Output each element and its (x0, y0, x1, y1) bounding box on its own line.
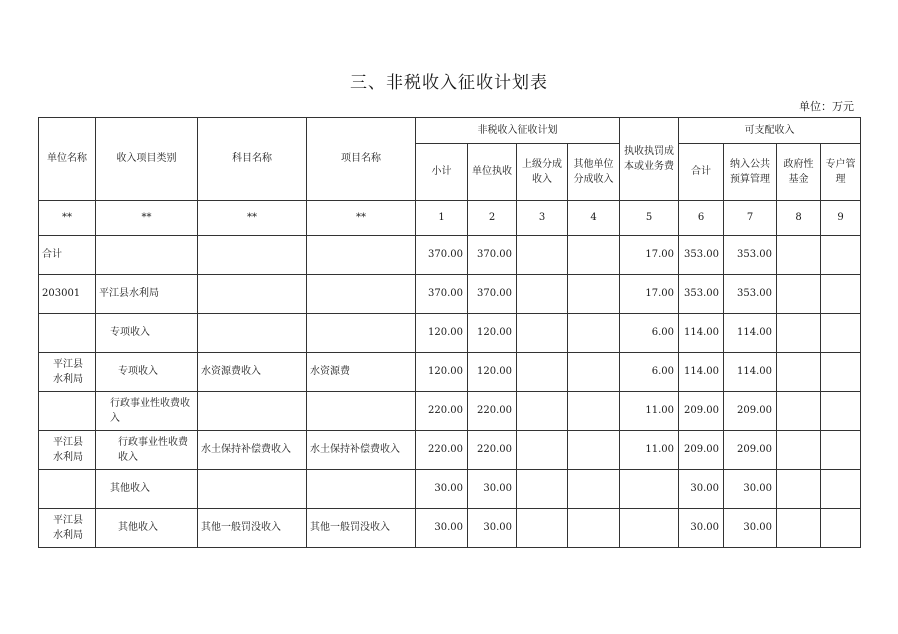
cell-subject: 水土保持补偿费收入 (198, 431, 307, 470)
cell-other-share (568, 392, 620, 431)
cell-gov-fund (777, 431, 821, 470)
header-unit-name: 单位名称 (39, 118, 96, 201)
header-income-category: 收入项目类别 (96, 118, 198, 201)
column-number: 6 (679, 201, 724, 236)
cell-special-mgmt (821, 275, 861, 314)
column-number: 8 (777, 201, 821, 236)
cell-other-share (568, 236, 620, 275)
cell-special-mgmt (821, 509, 861, 548)
cell-total: 114.00 (679, 353, 724, 392)
table-row (39, 314, 861, 353)
cell-category: 其他收入 (96, 470, 198, 509)
cell-unit: 平江县水利局 (39, 353, 96, 392)
cell-subtotal: 30.00 (416, 470, 468, 509)
cell-category: 平江县水利局 (96, 275, 198, 314)
column-number: 3 (517, 201, 568, 236)
cell-unit-collect: 30.00 (468, 509, 517, 548)
cell-unit-collect: 370.00 (468, 275, 517, 314)
cell-item (307, 275, 416, 314)
cell-subtotal: 30.00 (416, 509, 468, 548)
cell-category: 专项收入 (96, 314, 198, 353)
cell-subtotal: 370.00 (416, 236, 468, 275)
header-enforcement-cost: 执收执罚成本或业务费 (620, 118, 679, 201)
header-gov-fund: 政府性基金 (777, 144, 821, 201)
cell-total: 209.00 (679, 392, 724, 431)
cell-upper-share (517, 236, 568, 275)
cell-special-mgmt (821, 314, 861, 353)
cell-special-mgmt (821, 236, 861, 275)
cell-item (307, 392, 416, 431)
cell-subtotal: 220.00 (416, 431, 468, 470)
column-number: 5 (620, 201, 679, 236)
cell-unit: 合计 (39, 236, 96, 275)
cell-total: 114.00 (679, 314, 724, 353)
header-disposable-income: 可支配收入 (679, 118, 861, 144)
cell-subject (198, 314, 307, 353)
cell-enforcement-cost: 11.00 (620, 431, 679, 470)
cell-budget-mgmt: 353.00 (724, 236, 777, 275)
cell-category: 行政事业性收费收入 (96, 392, 198, 431)
cell-enforcement-cost: 11.00 (620, 392, 679, 431)
cell-subtotal: 120.00 (416, 353, 468, 392)
cell-gov-fund (777, 236, 821, 275)
cell-category: 专项收入 (96, 353, 198, 392)
cell-unit: 203001 (39, 275, 96, 314)
page-title: 三、非税收入征收计划表 (350, 73, 548, 93)
cell-other-share (568, 431, 620, 470)
cell-other-share (568, 275, 620, 314)
cell-upper-share (517, 431, 568, 470)
cell-gov-fund (777, 392, 821, 431)
header-budget-mgmt: 纳入公共预算管理 (724, 144, 777, 201)
header-item-name: 项目名称 (307, 118, 416, 201)
cell-unit-collect: 120.00 (468, 314, 517, 353)
cell-unit (39, 392, 96, 431)
cell-upper-share (517, 392, 568, 431)
header-nontax-plan: 非税收入征收计划 (416, 118, 620, 144)
cell-gov-fund (777, 470, 821, 509)
cell-total: 209.00 (679, 431, 724, 470)
cell-subject (198, 236, 307, 275)
cell-unit-collect: 120.00 (468, 353, 517, 392)
cell-enforcement-cost (620, 470, 679, 509)
cell-upper-share (517, 470, 568, 509)
cell-subtotal: 120.00 (416, 314, 468, 353)
cell-item: 其他一般罚没收入 (307, 509, 416, 548)
cell-upper-share (517, 314, 568, 353)
cell-special-mgmt (821, 470, 861, 509)
cell-total: 353.00 (679, 236, 724, 275)
column-number: 7 (724, 201, 777, 236)
cell-total: 30.00 (679, 470, 724, 509)
cell-other-share (568, 470, 620, 509)
header-subtotal: 小计 (416, 144, 468, 201)
column-number: ** (96, 201, 198, 236)
cell-unit-collect: 30.00 (468, 470, 517, 509)
cell-upper-share (517, 353, 568, 392)
header-special-mgmt: 专户管理 (821, 144, 861, 201)
cell-unit (39, 470, 96, 509)
table-row (39, 392, 861, 431)
cell-enforcement-cost: 17.00 (620, 275, 679, 314)
header-other-share: 其他单位分成收入 (568, 144, 620, 201)
cell-budget-mgmt: 209.00 (724, 392, 777, 431)
cell-enforcement-cost: 6.00 (620, 314, 679, 353)
header-subject-name: 科目名称 (198, 118, 307, 201)
cell-subject (198, 470, 307, 509)
cell-unit: 平江县水利局 (39, 509, 96, 548)
cell-item: 水资源费 (307, 353, 416, 392)
cell-unit-collect: 220.00 (468, 431, 517, 470)
cell-upper-share (517, 275, 568, 314)
column-number: 1 (416, 201, 468, 236)
cell-budget-mgmt: 209.00 (724, 431, 777, 470)
cell-enforcement-cost: 17.00 (620, 236, 679, 275)
cell-enforcement-cost (620, 509, 679, 548)
cell-other-share (568, 509, 620, 548)
cell-budget-mgmt: 30.00 (724, 509, 777, 548)
cell-other-share (568, 353, 620, 392)
cell-category: 行政事业性收费收入 (96, 431, 198, 470)
cell-gov-fund (777, 353, 821, 392)
cell-subject (198, 392, 307, 431)
cell-subject: 其他一般罚没收入 (198, 509, 307, 548)
cell-total: 353.00 (679, 275, 724, 314)
column-number: ** (307, 201, 416, 236)
header-unit-collect: 单位执收 (468, 144, 517, 201)
cell-subtotal: 220.00 (416, 392, 468, 431)
cell-item (307, 470, 416, 509)
cell-category: 其他收入 (96, 509, 198, 548)
cell-subject: 水资源费收入 (198, 353, 307, 392)
cell-gov-fund (777, 275, 821, 314)
column-number: 4 (568, 201, 620, 236)
cell-subject (198, 275, 307, 314)
table-row (39, 470, 861, 509)
cell-total: 30.00 (679, 509, 724, 548)
header-upper-share: 上级分成收入 (517, 144, 568, 201)
cell-budget-mgmt: 30.00 (724, 470, 777, 509)
cell-gov-fund (777, 314, 821, 353)
cell-budget-mgmt: 353.00 (724, 275, 777, 314)
cell-special-mgmt (821, 392, 861, 431)
column-number: ** (39, 201, 96, 236)
table-row (39, 275, 861, 314)
cell-enforcement-cost: 6.00 (620, 353, 679, 392)
cell-budget-mgmt: 114.00 (724, 314, 777, 353)
cell-item: 水土保持补偿费收入 (307, 431, 416, 470)
numbering-row (39, 201, 861, 236)
cell-category (96, 236, 198, 275)
table-row (39, 236, 861, 275)
table-row (39, 353, 861, 392)
cell-unit: 平江县水利局 (39, 431, 96, 470)
header-total: 合计 (679, 144, 724, 201)
cell-upper-share (517, 509, 568, 548)
cell-special-mgmt (821, 353, 861, 392)
unit-label: 单位：万元 (799, 100, 854, 113)
cell-gov-fund (777, 509, 821, 548)
column-number: ** (198, 201, 307, 236)
column-number: 2 (468, 201, 517, 236)
cell-other-share (568, 314, 620, 353)
cell-budget-mgmt: 114.00 (724, 353, 777, 392)
cell-unit (39, 314, 96, 353)
cell-unit-collect: 220.00 (468, 392, 517, 431)
cell-subtotal: 370.00 (416, 275, 468, 314)
cell-item (307, 314, 416, 353)
cell-unit-collect: 370.00 (468, 236, 517, 275)
table-row (39, 431, 861, 470)
cell-item (307, 236, 416, 275)
cell-special-mgmt (821, 431, 861, 470)
column-number: 9 (821, 201, 861, 236)
nontax-plan-table (38, 117, 861, 548)
table-row (39, 509, 861, 548)
